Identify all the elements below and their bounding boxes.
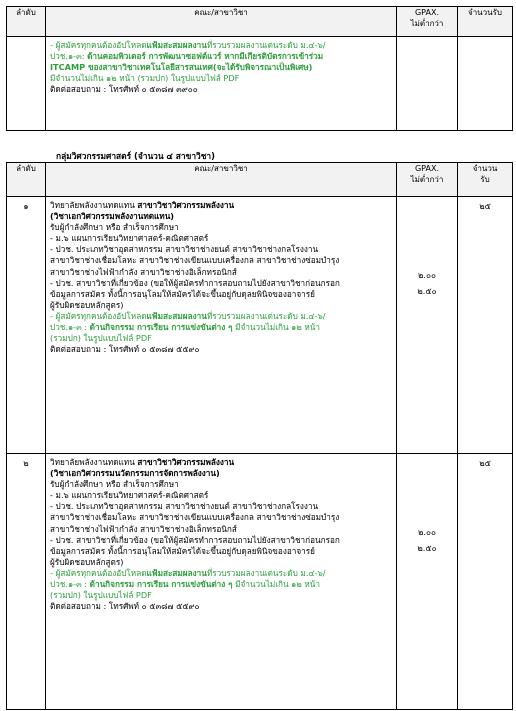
col-header-no: ลำดับ [7,7,46,37]
col-header-faculty: คณะ/สาขาวิชา [46,7,397,37]
contact-text: ติดต่อสอบถาม : โทรศัพท์ ๐ ๕๓๘๗ ๓๙๐๐ [50,84,198,95]
portfolio-line: - ผู้สมัครทุกคนต้องอัปโหลดแฟ้มสะสมผลงานที่รวบรวมผลงานเด่นระดับ ม.๔-๖/ [50,310,326,321]
row-number: ๒ [7,454,46,710]
gpax-cell: ๒.๐๐ ๒.๕๐ [397,197,458,454]
faculty-cell [46,37,397,131]
portfolio-line: มีจำนวนไม่เกิน ๑๒ หน้า (รวมปก) ในรูปแบบไฟล์ PDF [50,73,240,84]
gpax-cell: ๒.๐๐ ๒.๕๐ [397,454,458,710]
col-header-gpax: GPAX. ไม่ต่ำกว่า [397,163,458,197]
col-header-seats: จำนวน รับ [458,163,513,197]
portfolio-line: - ผู้สมัครทุกคนต้องอัปโหลดแฟ้มสะสมผลงานที่รวบรวมผลงานเด่นระดับ ม.๔-๖/ [50,567,326,578]
table-row [7,37,513,131]
group-heading: กลุ่มวิศวกรรมศาสตร์ (จำนวน ๔ สาขาวิชา) [56,151,215,161]
portfolio-line: - ผู้สมัครทุกคนต้องอัปโหลดแฟ้มสะสมผลงานที่รวบรวมผลงานเด่นระดับ ม.๔-๖/ [50,40,326,50]
faculty-cell: วิทยาลัยพลังงานทดแทน สาขาวิชาวิศวกรรมพลังงาน (วิชาเอกวิศวกรรมพลังงานทดแทน) รับผู้กำลังศึกษา หรือ สำเร็จการศึกษา - ม.๖ แผนการเรียนวิทยาศาสตร์-คณิตศาสตร์ - ปวช. ประเภทวิชาอุตสาหกรรม สาขาวิชาช่างยนต์ สาขาวิชาช่างกลโรงงาน สาขาวิชาช่างเชื่อมโลหะ สาขาวิชาช่างเขียนแบบเครื่องกล สาขาวิชาช่างซ่อมบำรุง สาขาวิชาช่างไฟฟ้ากำลัง สาขาวิชาช่างอิเล็กทรอนิกส์ - ปวช. สาขาวิชาที่เกี่ยวข้อง (ขอให้ผู้สมัครทำการสอบถามไปยังสาขาวิชาก่อนกรอก ข้อมูลการสมัคร ทั้งนี้การอนุโลมให้สมัครได้จะขึ้นอยู่กับดุลยพินิจของอาจารย์ ผู้รับผิดชอบหลักสูตร) - ผู้สมัครทุกคนต้องอัปโหลดแฟ้มสะสมผลงานที่รวบรวมผลงานเด่นระดับ ม.๔-๖/ ปวช.๑-๓ : ด้านกิจกรรม การเรียน การแข่งขันต่าง ๆ มีจำนวนไม่เกิน ๑๒ หน้า (รวมปก) ในรูปแบบไฟล์ PDF ติดต่อสอบถาม : โทรศัพท์ ๐ ๕๓๘๗ ๕๕๙๐ [46,197,397,454]
row-number: ๑ [7,197,46,454]
subprogram-line: (วิชาเอกวิศวกรรมพลังงานทดแทน) [50,211,175,222]
subprogram-line: (วิชาเอกวิศวกรรมนวัตกรรมการจัดการพลังงาน) [50,468,220,479]
continued-table [6,6,513,131]
table-row [7,197,513,454]
contact-text: ติดต่อสอบถาม : โทรศัพท์ ๐ ๕๓๘๗ ๕๕๙๐ [50,344,200,355]
portfolio-line: ปวช.๑-๓ : ด้านกิจกรรม การเรียน การแข่งขันต่าง ๆ มีจำนวนไม่เกิน ๑๒ หน้า [50,579,320,590]
portfolio-line: ITCAMP ของสาขาวิชาเทคโนโลยีสารสนเทศ(จะได้รับพิจารณาเป็นพิเศษ) [50,62,313,73]
table-row [7,454,513,710]
seats-cell: ๒๕ [458,454,513,710]
contact-text: ติดต่อสอบถาม : โทรศัพท์ ๐ ๕๓๘๗ ๕๕๙๐ [50,601,200,612]
program-line: วิทยาลัยพลังงานทดแทน สาขาวิชาวิศวกรรมพลังงาน [50,457,235,467]
portfolio-line: ปวช.๑-๓ : ด้านกิจกรรม การเรียน การแข่งขันต่าง ๆ มีจำนวนไม่เกิน ๑๒ หน้า [50,322,320,333]
portfolio-line: (รวมปก) ในรูปแบบไฟล์ PDF [50,590,152,601]
faculty-cell: วิทยาลัยพลังงานทดแทน สาขาวิชาวิศวกรรมพลังงาน (วิชาเอกวิศวกรรมนวัตกรรมการจัดการพลังงาน) รับผู้กำลังศึกษา หรือ สำเร็จการศึกษา - ม.๖ แผนการเรียนวิทยาศาสตร์-คณิตศาสตร์ - ปวช. ประเภทวิชาอุตสาหกรรม สาขาวิชาช่างยนต์ สาขาวิชาช่างกลโรงงาน สาขาวิชาช่างเชื่อมโลหะ สาขาวิชาช่างเขียนแบบเครื่องกล สาขาวิชาช่างซ่อมบำรุง สาขาวิชาช่างไฟฟ้ากำลัง สาขาวิชาช่างอิเล็กทรอนิกส์ - ปวช. สาขาวิชาที่เกี่ยวข้อง (ขอให้ผู้สมัครทำการสอบถามไปยังสาขาวิชาก่อนกรอก ข้อมูลการสมัคร ทั้งนี้การอนุโลมให้สมัครได้จะขึ้นอยู่กับดุลยพินิจของอาจารย์ ผู้รับผิดชอบหลักสูตร) - ผู้สมัครทุกคนต้องอัปโหลดแฟ้มสะสมผลงานที่รวบรวมผลงานเด่นระดับ ม.๔-๖/ ปวช.๑-๓ : ด้านกิจกรรม การเรียน การแข่งขันต่าง ๆ มีจำนวนไม่เกิน ๑๒ หน้า (รวมปก) ในรูปแบบไฟล์ PDF ติดต่อสอบถาม : โทรศัพท์ ๐ ๕๓๘๗ ๕๕๙๐ [46,454,397,710]
engineering-table [6,162,513,710]
seats-cell: ๒๕ [458,197,513,454]
col-header-no: ลำดับ [7,163,46,197]
portfolio-line: (รวมปก) ในรูปแบบไฟล์ PDF [50,333,152,344]
portfolio-line: ปวช.๑-๓: ด้านคอมพิวเตอร์ การพัฒนาซอฟต์แวร์ หากมีเกียรติบัตรการเข้าร่วม [50,51,324,62]
program-line: วิทยาลัยพลังงานทดแทน สาขาวิชาวิศวกรรมพลังงาน [50,200,235,210]
col-header-faculty: คณะ/สาขาวิชา [46,163,397,197]
col-header-gpax: GPAX. ไม่ต่ำกว่า [397,7,458,37]
col-header-seats: จำนวนรับ [458,7,513,37]
